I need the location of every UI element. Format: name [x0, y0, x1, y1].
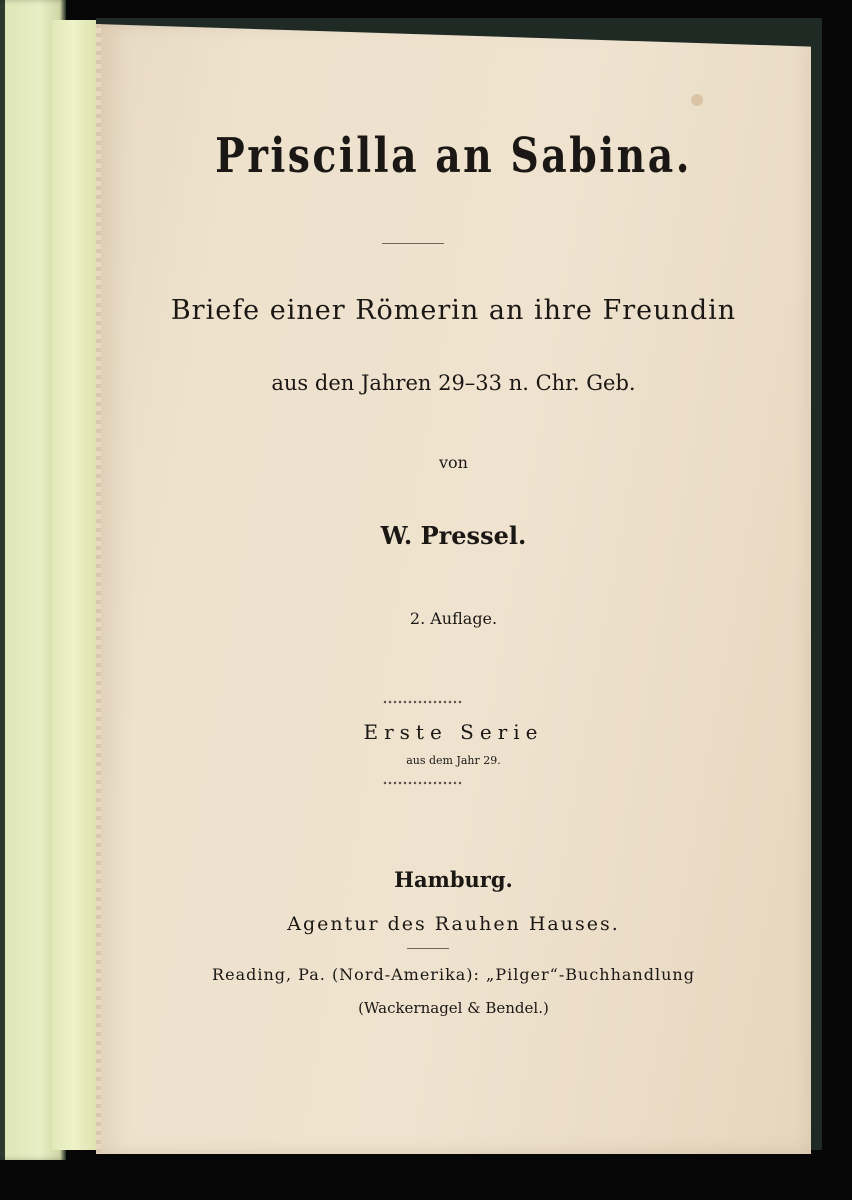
- publisher-agency: Agentur des Rauhen Hauses.: [287, 913, 620, 935]
- publisher-line-2: (Wackernagel & Bendel.): [358, 999, 549, 1017]
- book-years: aus den Jahren 29–33 n. Chr. Geb.: [271, 371, 636, 395]
- series-label: Erste Serie: [363, 720, 544, 744]
- by-label: von: [439, 453, 468, 472]
- publisher-line-1: Reading, Pa. (Nord-Amerika): „Pilger“-Buchhandlung: [212, 965, 695, 984]
- ornament-top: [383, 700, 463, 706]
- book-title: Priscilla an Sabina.: [215, 128, 692, 184]
- paper-stain: [691, 94, 703, 106]
- edition-label: 2. Auflage.: [409, 609, 498, 628]
- title-divider: [382, 243, 444, 244]
- publisher-divider: [407, 948, 449, 949]
- title-page: [96, 24, 811, 1154]
- ornament-bottom: [383, 781, 463, 787]
- book-subtitle: Briefe einer Römerin an ihre Freundin: [170, 295, 737, 326]
- publication-city: Hamburg.: [394, 867, 513, 892]
- author-name: W. Pressel.: [380, 521, 527, 550]
- series-year: aus dem Jahr 29.: [406, 754, 501, 767]
